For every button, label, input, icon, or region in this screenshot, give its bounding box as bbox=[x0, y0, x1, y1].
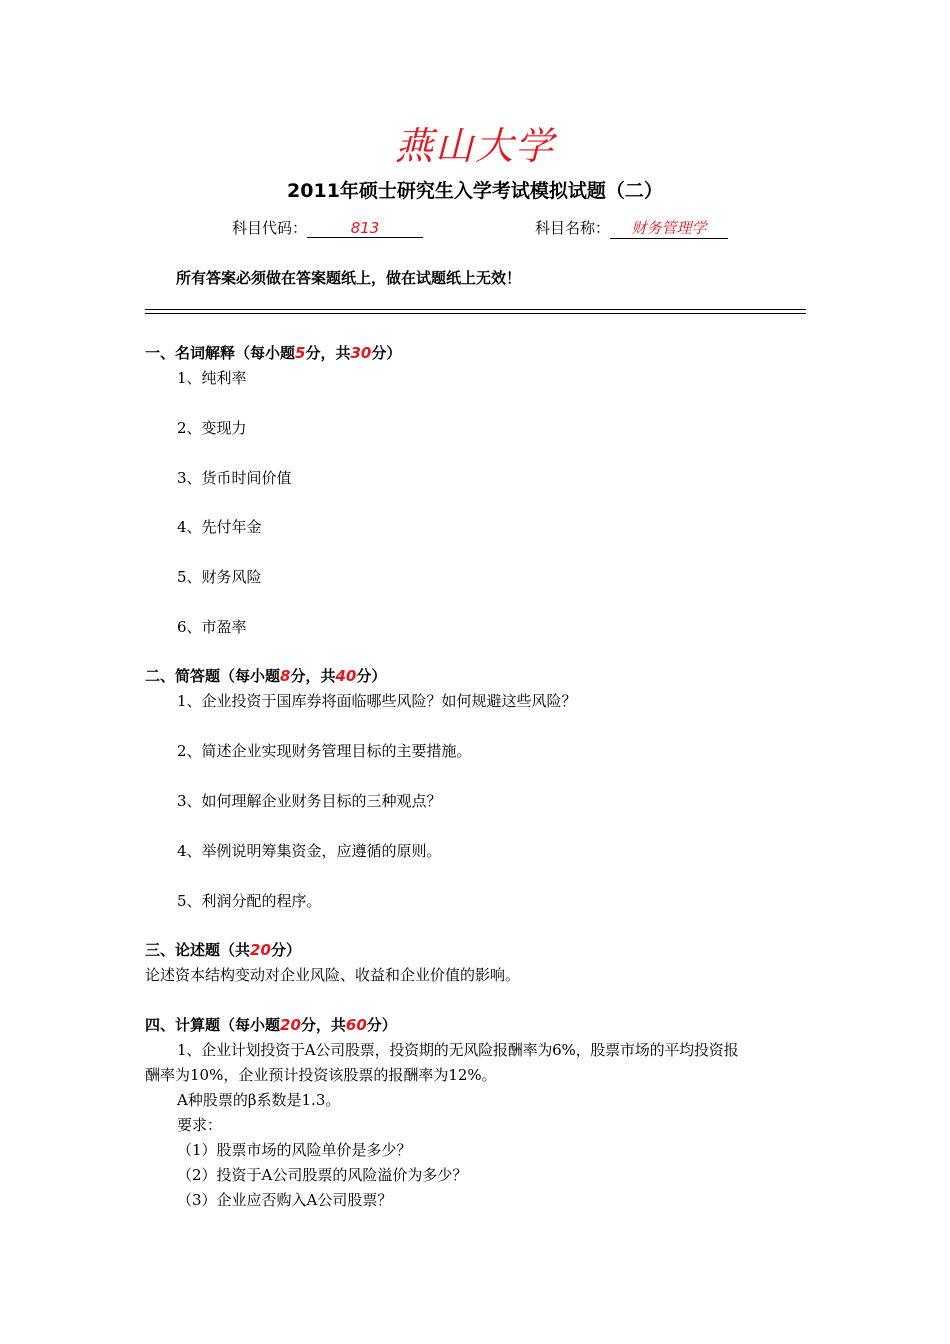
subject-code-value: 813 bbox=[307, 219, 423, 238]
essay-question: 论述资本结构变动对企业风险、收益和企业价值的影响。 bbox=[145, 966, 521, 984]
section-heading bbox=[145, 665, 386, 686]
sub-question: （1）股票市场的风险单价是多少？ bbox=[177, 1141, 412, 1159]
divider-line bbox=[145, 309, 806, 310]
university-name: 燕山大学 bbox=[394, 124, 555, 168]
section-heading-text: 分） bbox=[356, 667, 387, 685]
points-total: 30 bbox=[350, 344, 372, 362]
section-heading bbox=[145, 939, 301, 960]
subject-code-label: 科目代码： bbox=[232, 219, 308, 237]
section-heading-text: 一、名词解释（每小题 bbox=[145, 344, 296, 362]
question-item: 1、企业投资于国库券将面临哪些风险？如何规避这些风险？ bbox=[177, 692, 577, 710]
question-item: 2、变现力 bbox=[177, 419, 247, 437]
answer-notice: 所有答案必须做在答案题纸上，做在试题纸上无效！ bbox=[176, 269, 522, 287]
exam-title: 2011年硕士研究生入学考试模拟试题（二） bbox=[287, 180, 663, 202]
section-heading-text: 分） bbox=[270, 941, 301, 959]
section-heading bbox=[145, 342, 401, 363]
section-heading-text: 分，共 bbox=[300, 1016, 346, 1034]
question-item: 5、利润分配的程序。 bbox=[177, 892, 322, 910]
question-item: 3、货币时间价值 bbox=[177, 469, 292, 487]
sub-question: （3）企业应否购入A公司股票？ bbox=[177, 1191, 393, 1209]
subject-name-value: 财务管理学 bbox=[610, 217, 728, 239]
points-per-question: 8 bbox=[280, 667, 291, 685]
question-item: 5、财务风险 bbox=[177, 568, 262, 586]
calc-question-line: 1、企业计划投资于A公司股票，投资期的无风险报酬率为6%，股票市场的平均投资报 bbox=[177, 1041, 739, 1059]
subject-name-line bbox=[535, 217, 728, 239]
points-total: 20 bbox=[250, 941, 271, 959]
points-total: 40 bbox=[335, 667, 357, 685]
subject-name-label: 科目名称： bbox=[535, 219, 611, 237]
section-heading-text: 分，共 bbox=[305, 344, 351, 362]
section-heading-text: 四、计算题（每小题 bbox=[145, 1016, 281, 1034]
section-heading bbox=[145, 1014, 397, 1035]
section-heading-text: 分） bbox=[371, 344, 402, 362]
section-heading-text: 分，共 bbox=[290, 667, 336, 685]
section-heading-text: 三、论述题（共 bbox=[145, 941, 251, 959]
section-heading-text: 二、简答题（每小题 bbox=[145, 667, 281, 685]
sub-question: （2）投资于A公司股票的风险溢价为多少？ bbox=[177, 1166, 468, 1184]
requirement-label: 要求： bbox=[177, 1116, 223, 1134]
divider-line bbox=[145, 313, 806, 314]
question-item: 4、先付年金 bbox=[177, 518, 262, 536]
question-item: 2、简述企业实现财务管理目标的主要措施。 bbox=[177, 742, 472, 760]
points-total: 60 bbox=[345, 1016, 367, 1034]
question-item: 3、如何理解企业财务目标的三种观点？ bbox=[177, 792, 442, 810]
subject-code-line bbox=[232, 217, 423, 238]
calc-question-line: A种股票的β系数是1.3。 bbox=[177, 1091, 341, 1109]
points-per-question: 20 bbox=[280, 1016, 301, 1034]
question-item: 4、举例说明筹集资金，应遵循的原则。 bbox=[177, 842, 442, 860]
question-item: 6、市盈率 bbox=[177, 618, 247, 636]
points-per-question: 5 bbox=[295, 344, 306, 362]
calc-question-line: 酬率为10%，企业预计投资该股票的报酬率为12%。 bbox=[145, 1066, 497, 1084]
question-item: 1、纯利率 bbox=[177, 369, 247, 387]
section-heading-text: 分） bbox=[366, 1016, 397, 1034]
